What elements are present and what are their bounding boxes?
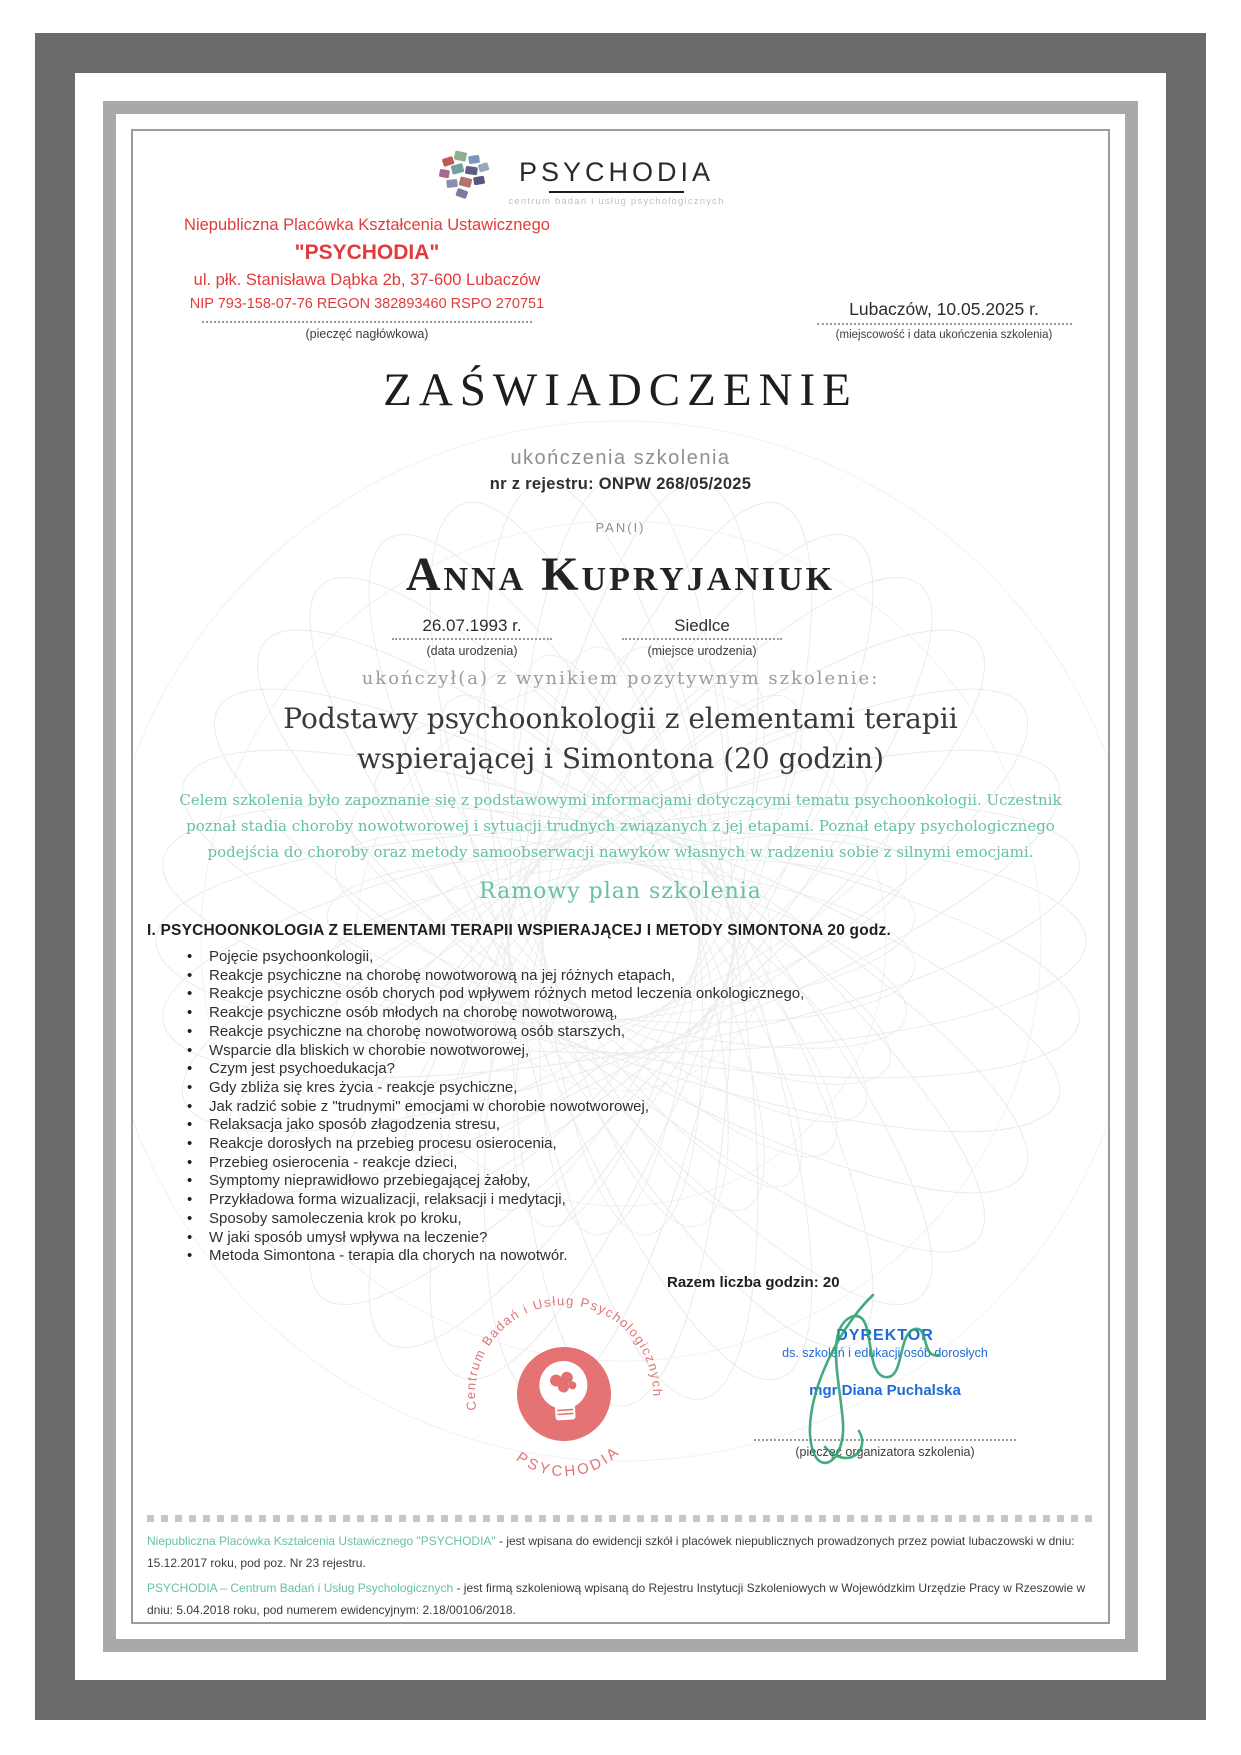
plan-heading: Ramowy plan szkolenia xyxy=(479,879,762,904)
document-title: ZAŚWIADCZENIE xyxy=(383,364,858,416)
footer-entry-1-highlight: Niepubliczna Placówka Kształcenia Ustawicznego "PSYCHODIA" xyxy=(147,1533,496,1548)
psychodia-brain-logo-icon xyxy=(436,147,494,203)
issuer-address: ul. płk. Stanisława Dąbka 2b, 37-600 Lubaczów xyxy=(193,271,541,289)
stamp-lightbulb-icon xyxy=(439,1279,689,1514)
signature-dotted-line xyxy=(754,1439,1016,1441)
issuer-brand: "PSYCHODIA" xyxy=(294,241,440,264)
footer-entry-1-text: - jest wpisana do ewidencji szkół i placówek niepublicznych prowadzonych przez powiat lubaczowski w dniu: 15.12.2017 roku, pod poz. Nr 23 rejestru. xyxy=(147,1533,1075,1570)
topic-item: • Reakcje psychiczne osób młodych na chorobę nowotworową, xyxy=(147,1004,1094,1023)
topic-item: • Reakcje psychiczne na chorobę nowotworową osób starszych, xyxy=(147,1023,1094,1042)
organizer-round-stamp xyxy=(439,1279,689,1519)
topics-list xyxy=(147,948,1094,1266)
topic-item: • Metoda Simontona - terapia dla chorych na nowotwór. xyxy=(147,1247,1094,1266)
certificate-outer-frame xyxy=(35,33,1206,1720)
birth-place-dotted-line xyxy=(622,638,782,640)
total-hours: Razem liczba godzin: 20 xyxy=(667,1273,840,1291)
footer-entry-2-text: - jest firmą szkoleniową wpisaną do Rejestru Instytucji Szkoleniowych w Wojewódzkim Urzędzie Pracy w Rzeszowie w dniu: 5.04.2018 roku, pod numerem ewidencyjnym: 2.18/00106/2018. xyxy=(147,1580,1086,1617)
place-date-block xyxy=(794,299,1094,341)
footer-separator xyxy=(147,1515,1094,1522)
topic-item: • Jak radzić sobie z "trudnymi" emocjami w chorobie nowotworowej, xyxy=(147,1098,1094,1117)
topic-item: • Relaksacja jako sposób złagodzenia stresu, xyxy=(147,1116,1094,1135)
legal-footer xyxy=(147,1530,1094,1621)
topic-item: • Reakcje dorosłych na przebieg procesu osierocenia, xyxy=(147,1135,1094,1154)
course-title: Podstawy psychoonkologii z elementami terapii wspierającej i Simontona (20 godzin) xyxy=(283,702,958,775)
topic-item: • W jaki sposób umysł wpływa na leczenie? xyxy=(147,1229,1094,1248)
brand-name: PSYCHODIA xyxy=(518,157,715,187)
birth-date-value: 26.07.1993 r. xyxy=(422,616,522,635)
topic-item: • Reakcje psychiczne na chorobę nowotworową na jej różnych etapach, xyxy=(147,967,1094,986)
footer-entry-1 xyxy=(147,1530,1094,1574)
svg-text:PSYCHODIA xyxy=(512,1442,625,1484)
issuer-registration-numbers: NIP 793-158-07-76 REGON 382893460 RSPO 270751 xyxy=(189,296,545,312)
birth-date-caption: (data urodzenia) xyxy=(426,644,518,658)
topic-item: • Gdy zbliża się kres życia - reakcje psychiczne, xyxy=(147,1079,1094,1098)
topic-item: • Wsparcie dla bliskich w chorobie nowotworowej, xyxy=(147,1042,1094,1061)
certificate-body xyxy=(133,131,1108,1622)
place-date-caption: (miejscowość i data ukończenia szkolenia) xyxy=(835,329,1053,341)
topic-item: • Pojęcie psychoonkologii, xyxy=(147,948,1094,967)
course-description: Celem szkolenia było zapoznanie się z podstawowymi informacjami dotyczącymi tematu psychoonkologii. Uczestnik poznał stadia choroby nowotworowej i sytuacji trudnych związanych z jej etapami. Poznał etapy psychologicznego podejścia do choroby oraz metody samoobserwacji nawyków własnych w radzeniu sobie z silnymi emocjami. xyxy=(179,791,1062,861)
signature-caption: (pieczęć organizatora szkolenia) xyxy=(795,1444,975,1459)
birth-date-dotted-line xyxy=(392,638,552,640)
topic-item: • Przebieg osierocenia - reakcje dzieci, xyxy=(147,1154,1094,1173)
issuer-stamp-block xyxy=(147,213,587,341)
brand-underline xyxy=(549,191,683,193)
footer-entry-2 xyxy=(147,1577,1094,1621)
birth-place-caption: (miejsce urodzenia) xyxy=(647,644,757,658)
issuer-name: Niepubliczna Placówka Kształcenia Ustawicznego xyxy=(184,216,550,234)
participant-name: Anna Kupryjaniuk xyxy=(405,548,836,601)
birth-place-value: Siedlce xyxy=(674,616,730,635)
footer-entry-2-highlight: PSYCHODIA – Centrum Badań i Usług Psychologicznych xyxy=(147,1580,454,1595)
birth-date-block xyxy=(357,616,587,658)
place-date-value: Lubaczów, 10.05.2025 r. xyxy=(849,299,1039,319)
director-signature-block xyxy=(735,1327,1035,1459)
signature-subtitle: ds. szkoleń i edukacji osób dorosłych xyxy=(782,1345,988,1360)
place-date-dotted-line xyxy=(817,323,1072,325)
certificate-silver-frame xyxy=(103,101,1138,1652)
birth-place-block xyxy=(587,616,817,658)
completion-statement: ukończył(a) z wynikiem pozytywnym szkolenie: xyxy=(361,668,880,689)
stamp-ring-text: Centrum Badań i Usług Psychologicznych xyxy=(462,1293,666,1412)
topic-item: • Sposoby samoleczenia krok po kroku, xyxy=(147,1210,1094,1229)
registry-number: nr z rejestru: ONPW 268/05/2025 xyxy=(489,475,752,493)
signature-name: mgr Diana Puchalska xyxy=(809,1381,961,1399)
issuer-caption: (pieczęć nagłówkowa) xyxy=(305,327,429,341)
brand-header xyxy=(133,147,1094,207)
signature-title: DYREKTOR xyxy=(836,1326,934,1344)
stamp-bottom-text: PSYCHODIA xyxy=(513,1442,624,1481)
topic-item: • Symptomy nieprawidłowo przebiegającej żałoby, xyxy=(147,1172,1094,1191)
module-heading: I. PSYCHOONKOLOGIA Z ELEMENTAMI TERAPII WSPIERAJĄCEJ I METODY SIMONTONA 20 godz. xyxy=(147,922,891,939)
topic-item: • Reakcje psychiczne osób chorych pod wpływem różnych metod leczenia onkologicznego, xyxy=(147,985,1094,1004)
brand-tagline: centrum badań i usług psychologicznych xyxy=(508,196,725,207)
topic-item: • Czym jest psychoedukacja? xyxy=(147,1060,1094,1079)
document-subtitle: ukończenia szkolenia xyxy=(510,447,731,469)
certificate-inner-border xyxy=(131,129,1110,1624)
topic-item: • Przykładowa forma wizualizacji, relaksacji i medytacji, xyxy=(147,1191,1094,1210)
issuer-dotted-line xyxy=(202,321,532,323)
salutation: PAN(I) xyxy=(595,520,646,535)
